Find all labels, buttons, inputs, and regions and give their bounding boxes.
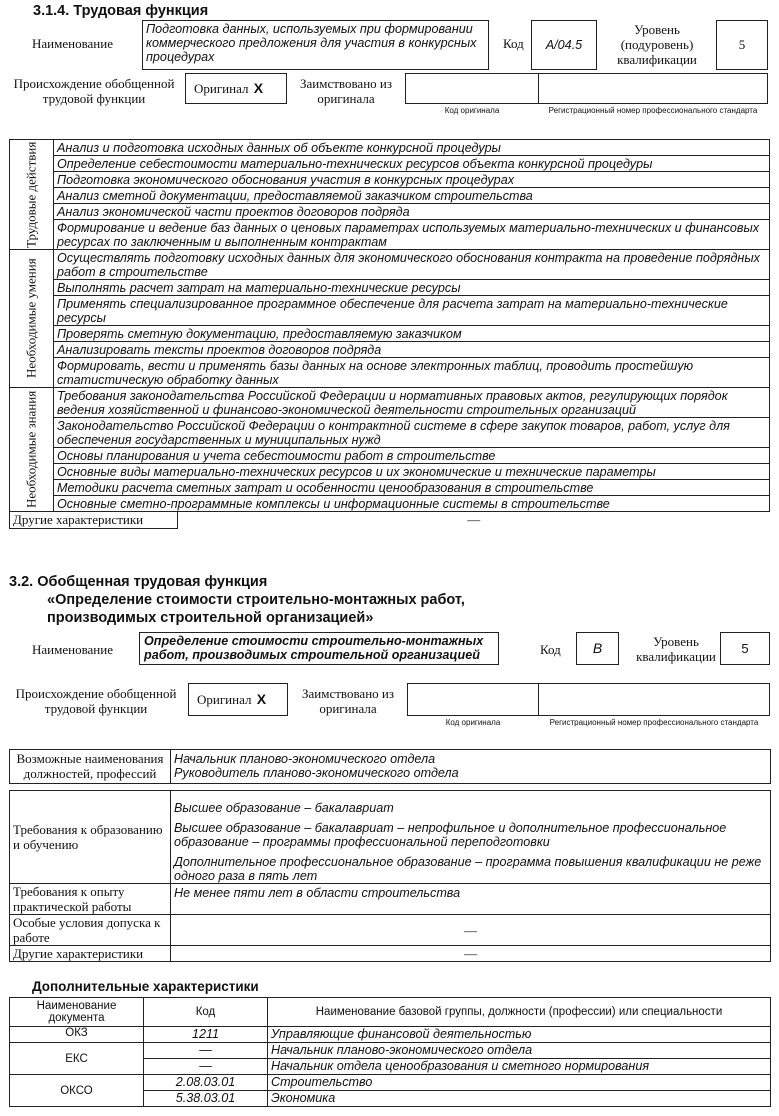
positions-label: Возможные наименования должностей, профессий <box>10 750 171 784</box>
gtf-reg-number-box <box>538 683 770 716</box>
gtf-code-value: В <box>592 640 603 656</box>
gtf-other-value: — <box>171 946 771 962</box>
original-mark: X <box>253 80 264 96</box>
knowledge-group-item: Основные сметно-программные комплексы и информационные системы в строительстве <box>54 496 770 512</box>
function-table-row <box>10 156 770 172</box>
function-table-row <box>10 296 770 326</box>
name-label: Наименование <box>32 36 113 51</box>
col-name-header: Наименование базовой группы, должности (профессии) или специальности <box>268 998 771 1027</box>
knowledge-group-item: Основы планирования и учета себестоимости работ в строительстве <box>54 448 770 464</box>
gtf-level-value: 5 <box>741 641 749 656</box>
exp-value: Не менее пяти лет в области строительства <box>171 884 771 915</box>
gtf-name-box <box>139 632 499 665</box>
gtf-level-label: Уровень квалификации <box>636 634 716 664</box>
skills-group-item: Выполнять расчет затрат на материально-технические ресурсы <box>54 280 770 296</box>
function-table-row <box>10 204 770 220</box>
actions-group-item: Определение себестоимости материально-технических ресурсов объекта конкурсной процедуры <box>54 156 770 172</box>
actions-group-item: Подготовка экономического обоснования участия в конкурсных процедурах <box>54 172 770 188</box>
okz-name: Управляющие финансовой деятельностью <box>268 1027 771 1043</box>
function-table-row <box>10 358 770 388</box>
gtf-code-original-box <box>407 683 539 716</box>
col-doc-header: Наименование документа <box>10 998 144 1027</box>
code-original-box <box>405 73 539 104</box>
origin-label: Происхождение обобщенной трудовой функции <box>13 76 175 106</box>
okso-name-1: Строительство <box>268 1075 771 1091</box>
skills-group-item: Формировать, вести и применять базы данных на основе электронных таблиц, проводить простейшую статистическую обработку данных <box>54 358 770 388</box>
eks-code-1: — <box>144 1043 268 1059</box>
positions-table <box>9 749 770 784</box>
skills-group-label-cell <box>10 250 54 388</box>
function-table-row <box>10 464 770 480</box>
okso-doc: ОКСО <box>10 1075 144 1107</box>
knowledge-group-item: Основные виды материально-технических ресурсов и их экономические и технические параметры <box>54 464 770 480</box>
eks-code-2: — <box>144 1059 268 1075</box>
gtf-name: Определение стоимости строительно-монтажных работ, производимых строительной организацией <box>144 634 484 662</box>
function-table-row <box>10 342 770 358</box>
gtf-code-box <box>576 632 619 665</box>
gtf-borrowed-label: Заимствовано из оригинала <box>301 686 394 716</box>
level-box <box>716 20 768 70</box>
gtf-level-box <box>720 632 770 665</box>
gtf-original-box <box>188 683 288 716</box>
function-name-box <box>142 20 489 70</box>
other-label: Другие характеристики <box>10 512 178 529</box>
okso-code-1: 2.08.03.01 <box>144 1075 268 1091</box>
knowledge-group-label-cell <box>10 388 54 512</box>
function-table-row <box>10 388 770 418</box>
actions-group-item: Анализ экономической части проектов договоров подряда <box>54 204 770 220</box>
okz-doc: ОКЗ <box>10 1027 144 1043</box>
reg-number-caption: Регистрационный номер профессионального стандарта <box>548 106 758 115</box>
code-label: Код <box>503 36 524 51</box>
edu-item: Дополнительное профессиональное образование – программа повышения квалификации не реже одного раза в пять лет <box>174 855 762 883</box>
gtf-original-label: Оригинал <box>197 692 252 707</box>
actions-group-item: Анализ и подготовка исходных данных об объекте конкурсной процедуры <box>54 140 770 156</box>
skills-group-label: Необходимые умения <box>23 258 39 379</box>
gtf-other-label: Другие характеристики <box>10 946 171 962</box>
knowledge-group-item: Методики расчета сметных затрат и особенности ценообразования в строительстве <box>54 480 770 496</box>
gtf-origin-label: Происхождение обобщенной трудовой функции <box>15 686 177 716</box>
edu-list <box>171 791 771 884</box>
code-value: A/04.5 <box>545 38 583 52</box>
eks-name-2: Начальник отдела ценообразования и сметного нормирования <box>268 1059 771 1075</box>
okso-name-2: Экономика <box>268 1091 771 1107</box>
special-label: Особые условия допуска к работе <box>10 915 171 946</box>
function-table-row <box>10 448 770 464</box>
original-box <box>185 73 287 104</box>
function-table <box>9 139 769 529</box>
extra-table <box>9 997 770 1107</box>
function-table-row <box>10 140 770 156</box>
actions-group-label-cell <box>10 140 54 250</box>
eks-name-1: Начальник планово-экономического отдела <box>268 1043 771 1059</box>
section-32-heading-line1: 3.2. Обобщенная трудовая функция <box>9 574 268 590</box>
okz-code: 1211 <box>144 1027 268 1043</box>
edu-item: Высшее образование – бакалавриат <box>174 801 394 815</box>
extra-heading: Дополнительные характеристики <box>32 979 259 994</box>
function-name: Подготовка данных, используемых при формировании коммерческого предложения для участия в конкурсных процедурах <box>146 22 477 64</box>
section-314-heading: 3.1.4. Трудовая функция <box>33 3 209 19</box>
eks-doc: ЕКС <box>10 1043 144 1075</box>
knowledge-group-item: Законодательство Российской Федерации о контрактной системе в сфере закупок товаров, работ, услуг для обеспечения государственных и муниципальных нужд <box>54 418 770 448</box>
edu-label: Требования к образованию и обучению <box>10 791 171 884</box>
exp-label: Требования к опыту практической работы <box>10 884 171 915</box>
gtf-reg-number-caption: Регистрационный номер профессионального стандарта <box>549 718 759 727</box>
section-32-heading-line3: производимых строительной организацией» <box>47 610 374 626</box>
actions-group-label: Трудовые действия <box>23 141 39 248</box>
other-value: — <box>178 512 770 529</box>
skills-group-item: Проверять сметную документацию, предоставляемую заказчиком <box>54 326 770 342</box>
function-table-row <box>10 250 770 280</box>
knowledge-group-item: Требования законодательства Российской Федерации и нормативных правовых актов, регулирующих порядок ведения хозяйственной и финансово-экономической деятельности строительных организаций <box>54 388 770 418</box>
okso-code-2: 5.38.03.01 <box>144 1091 268 1107</box>
special-value: — <box>171 915 771 946</box>
function-table-row <box>10 418 770 448</box>
section-32-heading <box>9 573 465 627</box>
gtf-code-label: Код <box>540 642 561 657</box>
gtf-code-original-caption: Код оригинала <box>445 718 501 727</box>
borrowed-label: Заимствовано из оригинала <box>299 76 392 106</box>
reg-number-box <box>538 73 768 104</box>
function-table-row <box>10 220 770 250</box>
level-label: Уровень (подуровень) квалификации <box>617 22 697 67</box>
gtf-original-mark: X <box>256 691 267 707</box>
actions-group-item: Анализ сметной документации, предоставляемой заказчиком строительства <box>54 188 770 204</box>
level-value: 5 <box>738 37 746 52</box>
function-table-row <box>10 496 770 512</box>
position-item: Начальник планово-экономического отдела <box>174 752 436 766</box>
function-table-row <box>10 480 770 496</box>
function-table-row <box>10 188 770 204</box>
edu-item: Высшее образование – бакалавриат – непрофильное и дополнительное профессиональное образование – программы профессиональной переподготовки <box>174 821 727 849</box>
actions-group-item: Формирование и ведение баз данных о ценовых параметрах используемых материально-технических и финансовых ресурсах по заключенным и выполненным контрактам <box>54 220 770 250</box>
gtf-name-label: Наименование <box>32 642 113 657</box>
col-code-header: Код <box>144 998 268 1027</box>
skills-group-item: Анализировать тексты проектов договоров подряда <box>54 342 770 358</box>
skills-group-item: Осуществлять подготовку исходных данных для экономического обоснования контракта на проведение подрядных работ в строительстве <box>54 250 770 280</box>
code-box <box>531 20 597 70</box>
knowledge-group-label: Необходимые знания <box>23 390 39 509</box>
original-label: Оригинал <box>194 81 249 96</box>
requirements-table <box>9 790 770 962</box>
positions-list <box>171 750 771 784</box>
function-table-row <box>10 172 770 188</box>
code-original-caption: Код оригинала <box>444 106 500 115</box>
skills-group-item: Применять специализированное программное обеспечение для расчета затрат на материально-технические ресурсы <box>54 296 770 326</box>
function-table-row <box>10 326 770 342</box>
position-item: Руководитель планово-экономического отдела <box>174 766 459 780</box>
function-table-row <box>10 280 770 296</box>
section-32-heading-line2: «Определение стоимости строительно-монтажных работ, <box>47 592 465 608</box>
